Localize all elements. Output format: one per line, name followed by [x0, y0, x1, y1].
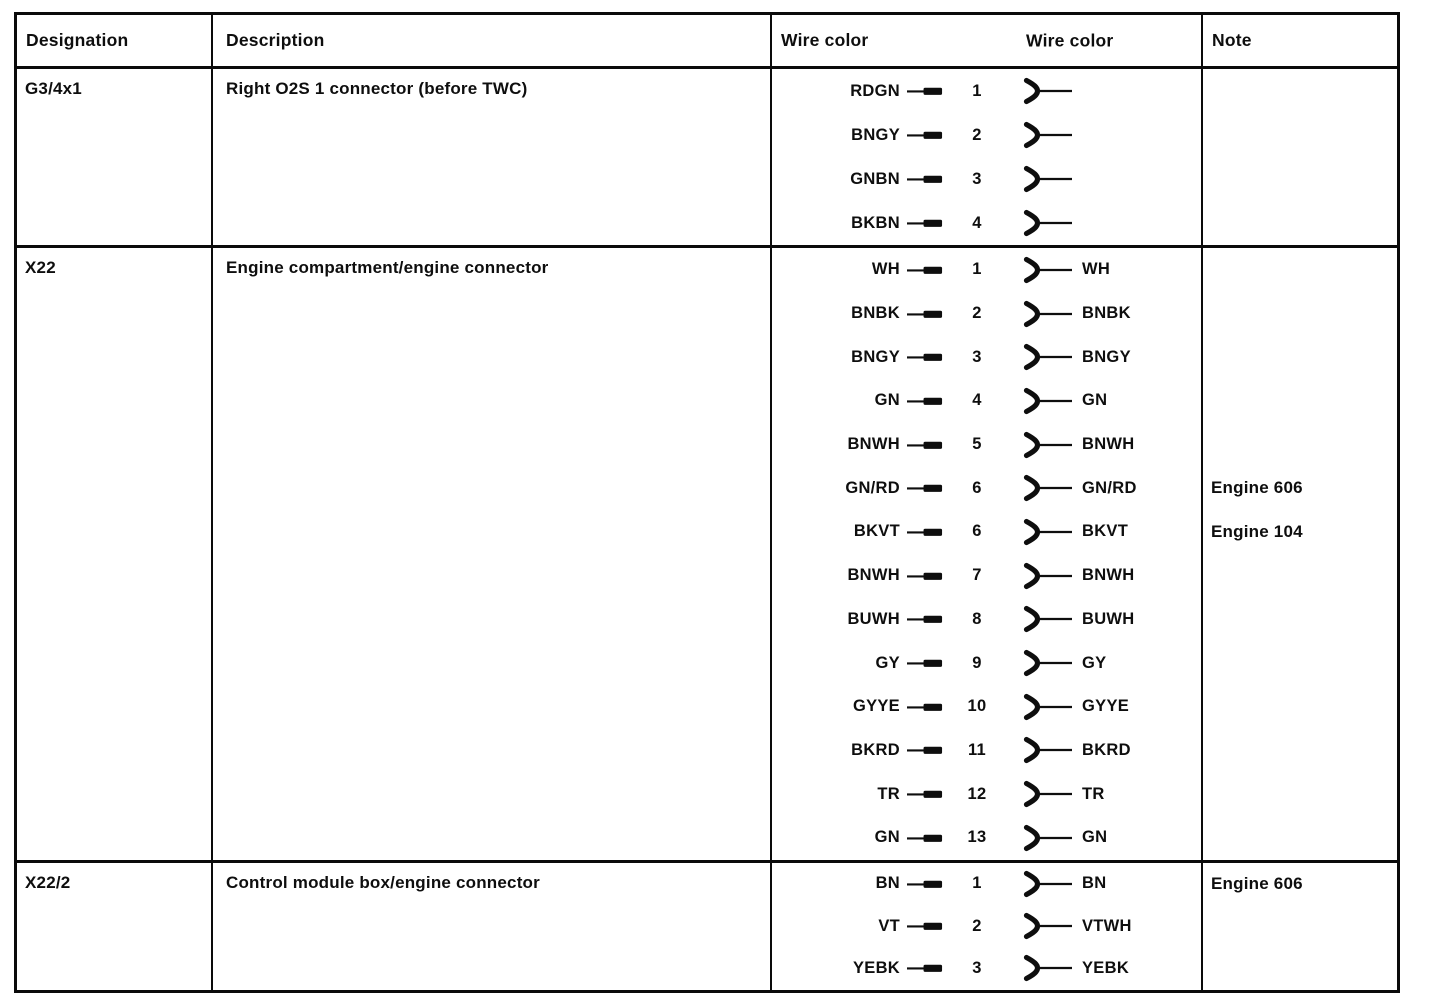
pin-number: 6 — [972, 478, 982, 497]
wire-color-left-label: RDGN — [850, 81, 900, 100]
connector-socket-icon — [1022, 300, 1080, 328]
connector-socket-icon — [1022, 649, 1080, 677]
pin-row — [772, 729, 1201, 773]
table-section-g3-4x1 — [17, 69, 1397, 245]
wire-color-left-label: BKRD — [851, 740, 900, 759]
wire-color-right-label: GN — [1082, 828, 1108, 847]
connector-socket-icon — [1022, 256, 1080, 284]
table-body — [17, 69, 1397, 990]
wire-color-right-label: BNGY — [1082, 347, 1131, 366]
wire-color-right-label: YEBK — [1082, 958, 1130, 977]
note-cell — [1203, 248, 1397, 860]
pin-number: 5 — [972, 435, 982, 454]
pin-row — [772, 905, 1201, 947]
note-row — [1203, 292, 1397, 336]
connector-socket-icon — [1022, 605, 1080, 633]
wire-terminal-icon — [907, 482, 944, 494]
wire-color-left-label: GY — [875, 653, 900, 672]
pin-row — [772, 157, 1201, 201]
wire-color-left-label: TR — [877, 784, 900, 803]
pin-number: 1 — [972, 260, 982, 279]
note-row — [1203, 113, 1397, 157]
wire-color-left-label: BNGY — [851, 347, 900, 366]
connector-socket-icon — [1022, 693, 1080, 721]
pin-number: 7 — [972, 566, 982, 585]
connector-socket-icon — [1022, 343, 1080, 371]
note-row — [1203, 201, 1397, 245]
note-text: Engine 606 — [1211, 478, 1303, 498]
pin-number: 3 — [972, 958, 982, 977]
note-row — [1203, 598, 1397, 642]
pin-row — [772, 685, 1201, 729]
note-row — [1203, 947, 1397, 989]
header-wire-color-left: Wire color — [781, 30, 869, 50]
wire-terminal-icon — [907, 308, 944, 320]
wire-color-left-label: VT — [878, 916, 900, 935]
wire-color-right-label: BNBK — [1082, 304, 1131, 323]
wire-color-right-label: BUWH — [1082, 609, 1135, 628]
connector-socket-icon — [1022, 518, 1080, 546]
wire-terminal-icon — [907, 129, 944, 141]
wire-color-left-label: BNBK — [851, 304, 900, 323]
pin-row — [772, 554, 1201, 598]
wire-color-right-label: GYYE — [1082, 697, 1130, 716]
wire-color-right-label: WH — [1082, 260, 1111, 279]
header-wire-color-group — [772, 15, 1203, 66]
pin-number: 2 — [972, 304, 982, 323]
wire-color-right-label: VTWH — [1082, 916, 1132, 935]
wire-terminal-icon — [907, 173, 944, 185]
note-row — [1203, 863, 1397, 905]
wire-color-cell — [772, 863, 1203, 990]
wire-color-left-label: GN/RD — [845, 478, 900, 497]
connector-socket-icon — [1022, 165, 1080, 193]
connector-pin-table — [14, 12, 1400, 993]
wire-color-left-label: WH — [871, 260, 900, 279]
note-row — [1203, 641, 1397, 685]
pin-row — [772, 863, 1201, 905]
note-row — [1203, 685, 1397, 729]
pin-number: 10 — [967, 697, 987, 716]
note-row — [1203, 510, 1397, 554]
note-row — [1203, 335, 1397, 379]
designation-cell — [17, 863, 213, 990]
note-text: Engine 606 — [1211, 873, 1303, 893]
wire-color-right-label: BNWH — [1082, 566, 1135, 585]
note-cell — [1203, 863, 1397, 990]
connector-socket-icon — [1022, 780, 1080, 808]
wire-color-left-label: BKVT — [853, 522, 900, 541]
header-note: Note — [1212, 30, 1252, 50]
designation-text: X22 — [25, 258, 56, 277]
wire-terminal-icon — [907, 878, 944, 890]
pin-row — [772, 292, 1201, 336]
wire-color-left-label: BUWH — [847, 609, 900, 628]
connector-socket-icon — [1022, 824, 1080, 852]
pin-row — [772, 335, 1201, 379]
wire-color-right-label: GN/RD — [1082, 478, 1137, 497]
pin-row — [772, 510, 1201, 554]
description-cell — [213, 248, 772, 860]
description-text: Right O2S 1 connector (before TWC) — [226, 79, 528, 98]
note-row — [1203, 248, 1397, 292]
pin-row — [772, 641, 1201, 685]
pin-number: 6 — [972, 522, 982, 541]
wire-terminal-icon — [907, 657, 944, 669]
pin-number: 4 — [972, 213, 982, 232]
wire-color-right-label: GN — [1082, 391, 1108, 410]
connector-socket-icon — [1022, 209, 1080, 237]
description-text: Engine compartment/engine connector — [226, 258, 549, 277]
pin-row — [772, 466, 1201, 510]
pin-number: 13 — [967, 828, 987, 847]
pin-number: 3 — [972, 169, 982, 188]
header-description: Description — [213, 15, 772, 66]
pin-row — [772, 113, 1201, 157]
wire-color-right-label: BKVT — [1082, 522, 1129, 541]
note-row — [1203, 466, 1397, 510]
wire-terminal-icon — [907, 962, 944, 974]
wire-color-left-label: BNWH — [847, 566, 900, 585]
note-row — [1203, 554, 1397, 598]
wire-color-left-label: BN — [875, 874, 900, 893]
table-section-x22 — [17, 245, 1397, 860]
pin-number: 11 — [967, 740, 987, 759]
wire-color-cell — [772, 248, 1203, 860]
wire-terminal-icon — [907, 788, 944, 800]
table-section-x22-2 — [17, 860, 1397, 990]
wire-color-left-label: GN — [874, 828, 900, 847]
connector-socket-icon — [1022, 77, 1080, 105]
pin-row — [772, 772, 1201, 816]
connector-socket-icon — [1022, 912, 1080, 940]
designation-text: G3/4x1 — [25, 79, 82, 98]
wire-color-cell — [772, 69, 1203, 245]
pin-number: 1 — [972, 81, 982, 100]
wire-terminal-icon — [907, 832, 944, 844]
pin-number: 12 — [967, 784, 987, 803]
pin-number: 4 — [972, 391, 982, 410]
wire-terminal-icon — [907, 351, 944, 363]
pin-number: 3 — [972, 347, 982, 366]
connector-socket-icon — [1022, 870, 1080, 898]
pin-row — [772, 69, 1201, 113]
designation-cell — [17, 69, 213, 245]
note-text: Engine 104 — [1211, 521, 1303, 541]
note-row — [1203, 772, 1397, 816]
note-row — [1203, 69, 1397, 113]
pin-number: 9 — [972, 653, 982, 672]
wire-color-right-label: GY — [1082, 653, 1107, 672]
wire-terminal-icon — [907, 613, 944, 625]
wire-color-left-label: BKBN — [851, 213, 900, 232]
note-row — [1203, 157, 1397, 201]
pin-row — [772, 947, 1201, 989]
wire-terminal-icon — [907, 439, 944, 451]
wire-color-left-label: GYYE — [852, 697, 900, 716]
connector-socket-icon — [1022, 736, 1080, 764]
wire-color-right-label: BN — [1082, 874, 1107, 893]
wire-color-left-label: GN — [874, 391, 900, 410]
wire-color-left-label: BNGY — [851, 125, 900, 144]
header-designation: Designation — [17, 15, 213, 66]
wire-color-left-label: YEBK — [852, 958, 900, 977]
pin-row — [772, 379, 1201, 423]
pin-row — [772, 598, 1201, 642]
pin-number: 8 — [972, 609, 982, 628]
pin-row — [772, 423, 1201, 467]
pin-number: 1 — [972, 874, 982, 893]
pin-number: 2 — [972, 125, 982, 144]
table-header-row — [17, 15, 1397, 69]
pin-row — [772, 816, 1201, 860]
pin-row — [772, 201, 1201, 245]
note-row — [1203, 423, 1397, 467]
note-cell — [1203, 69, 1397, 245]
connector-socket-icon — [1022, 562, 1080, 590]
designation-cell — [17, 248, 213, 860]
wire-terminal-icon — [907, 85, 944, 97]
wire-color-right-label: BKRD — [1082, 740, 1131, 759]
note-row — [1203, 816, 1397, 860]
connector-socket-icon — [1022, 387, 1080, 415]
description-cell — [213, 863, 772, 990]
description-text: Control module box/engine connector — [226, 872, 540, 892]
description-cell — [213, 69, 772, 245]
wire-terminal-icon — [907, 217, 944, 229]
wire-terminal-icon — [907, 701, 944, 713]
note-row — [1203, 379, 1397, 423]
pin-number: 2 — [972, 916, 982, 935]
wire-terminal-icon — [907, 526, 944, 538]
connector-socket-icon — [1022, 121, 1080, 149]
wire-color-left-label: GNBN — [850, 169, 900, 188]
wire-color-left-label: BNWH — [847, 435, 900, 454]
wire-color-right-label: TR — [1082, 784, 1105, 803]
note-row — [1203, 729, 1397, 773]
connector-socket-icon — [1022, 474, 1080, 502]
pin-row — [772, 248, 1201, 292]
wire-terminal-icon — [907, 395, 944, 407]
wire-terminal-icon — [907, 744, 944, 756]
wire-terminal-icon — [907, 570, 944, 582]
header-wire-color-right: Wire color — [1026, 30, 1114, 50]
designation-text: X22/2 — [25, 872, 71, 892]
wire-terminal-icon — [907, 264, 944, 276]
connector-socket-icon — [1022, 431, 1080, 459]
connector-socket-icon — [1022, 954, 1080, 982]
wire-terminal-icon — [907, 920, 944, 932]
wire-color-right-label: BNWH — [1082, 435, 1135, 454]
note-row — [1203, 905, 1397, 947]
